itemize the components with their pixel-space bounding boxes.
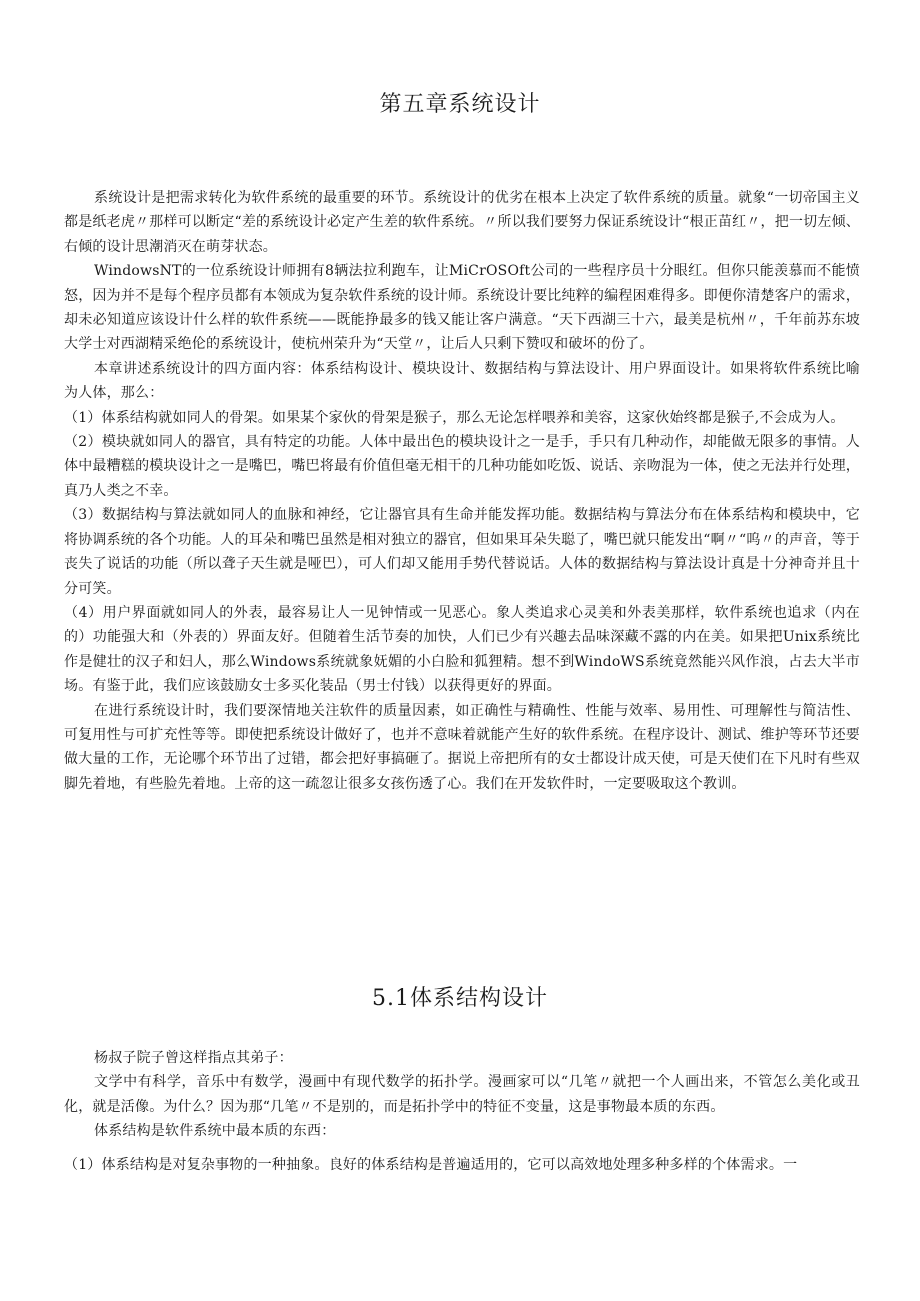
analogy-item-4: （4）用户界面就如同人的外表，最容易让人一见钟情或一见恶心。象人类追求心灵美和外表美那样，软件系统也追求（内在的）功能强大和（外表的）界面友好。但随着生活节奏的加快，人们已少有兴趣去品味深藏不露的内在美。如果把Unix系统比作是健壮的汉子和妇人，那么Windows系统就象妩媚的小白脸和狐狸精。想不到WindoWS系统竟然能兴风作浪，占去大半市场。有鉴于此，我们应该鼓励女士多买化装品（男士付钱）以获得更好的界面。 <box>64 604 860 695</box>
intro-paragraph-3: 本章讲述系统设计的四方面内容：体系结构设计、模块设计、数据结构与算法设计、用户界面设计。如果将软件系统比喻为人体，那么： <box>64 360 860 402</box>
section-title: 5.1体系结构设计 <box>372 986 548 1011</box>
chapter-intro <box>64 186 860 796</box>
analogy-item-3: （3）数据结构与算法就如同人的血脉和神经，它让器官具有生命并能发挥功能。数据结构与算法分布在体系结构和模块中，它将协调系统的各个功能。人的耳朵和嘴巴虽然是相对独立的器官，但如果耳朵失聪了，嘴巴就只能发出“啊〃“呜〃的声音，等于丧失了说话的功能（所以聋子天生就是哑巴），可人们却又能用手势代替说话。人体的数据结构与算法设计真是十分神奇并且十分可笑。 <box>64 507 860 597</box>
section-paragraph-2: 文学中有科学，音乐中有数学，漫画中有现代数学的拓扑学。漫画家可以“几笔〃就把一个人画出来，不管怎么美化或丑化，就是活像。为什么？因为那“几笔〃不是别的，而是拓扑学中的特征不变量，这是事物最本质的东西。 <box>64 1074 860 1115</box>
analogy-item-2: （2）模块就如同人的器官，具有特定的功能。人体中最出色的模块设计之一是手，手只有几种动作，却能做无限多的事情。人体中最糟糕的模块设计之一是嘴巴，嘴巴将最有价值但毫无相干的几种功能如吃饭、说话、亲吻混为一体，使之无法并行处理，真乃人类之不幸。 <box>64 434 860 499</box>
section-paragraph-3: 体系结构是软件系统中最本质的东西： <box>94 1123 336 1140</box>
intro-paragraph-4: 在进行系统设计时，我们要深情地关注软件的质量因素，如正确性与精确性、性能与效率、易用性、可理解性与简洁性、可复用性与可扩充性等等。即使把系统设计做好了，也并不意味着就能产生好的软件系统。在程序设计、测试、维护等环节还要做大量的工作，无论哪个环节出了过错，都会把好事搞砸了。据说上帝把所有的女士都设计成天使，可是天使们在下凡时有些双脚先着地，有些脸先着地。上帝的这一疏忽让很多女孩伤透了心。我们在开发软件时，一定要吸取这个教训。 <box>64 702 860 792</box>
intro-paragraph-2: WindowsNT的一位系统设计师拥有8辆法拉利跑车，让MiCrOSOft公司的一些程序员十分眼红。但你只能羡慕而不能愤怒，因为并不是每个程序员都有本领成为复杂软件系统的设计师。系统设计要比纯粹的编程困难得多。即便你清楚客户的需求，却未必知道应该设计什么样的软件系统——既能挣最多的钱又能让客户满意。“天下西湖三十六，最美是杭州〃，千年前苏东坡大学士对西湖精采绝伦的系统设计，使杭州荣升为“天堂〃，让后人只剩下赞叹和破坏的份了。 <box>64 263 860 353</box>
section-body <box>64 1046 860 1177</box>
section-item-1: （1）体系结构是对复杂事物的一种抽象。良好的体系结构是普遍适用的，它可以高效地处理多种多样的个体需求。一 <box>64 1156 798 1173</box>
section-paragraph-1: 杨叔子院子曾这样指点其弟子： <box>94 1050 293 1066</box>
intro-paragraph-1: 系统设计是把需求转化为软件系统的最重要的环节。系统设计的优劣在根本上决定了软件系统的质量。就象“一切帝国主义都是纸老虎〃那样可以断定“差的系统设计必定产生差的软件系统。〃所以我们要努力保证系统设计“根正苗红〃，把一切左倾、右倾的设计思潮消灭在萌芽状态。 <box>64 190 860 255</box>
analogy-item-1: （1）体系结构就如同人的骨架。如果某个家伙的骨架是猴子，那么无论怎样喂养和美容，这家伙始终都是猴子,不会成为人。 <box>64 409 845 426</box>
chapter-title: 第五章系统设计 <box>379 92 541 117</box>
